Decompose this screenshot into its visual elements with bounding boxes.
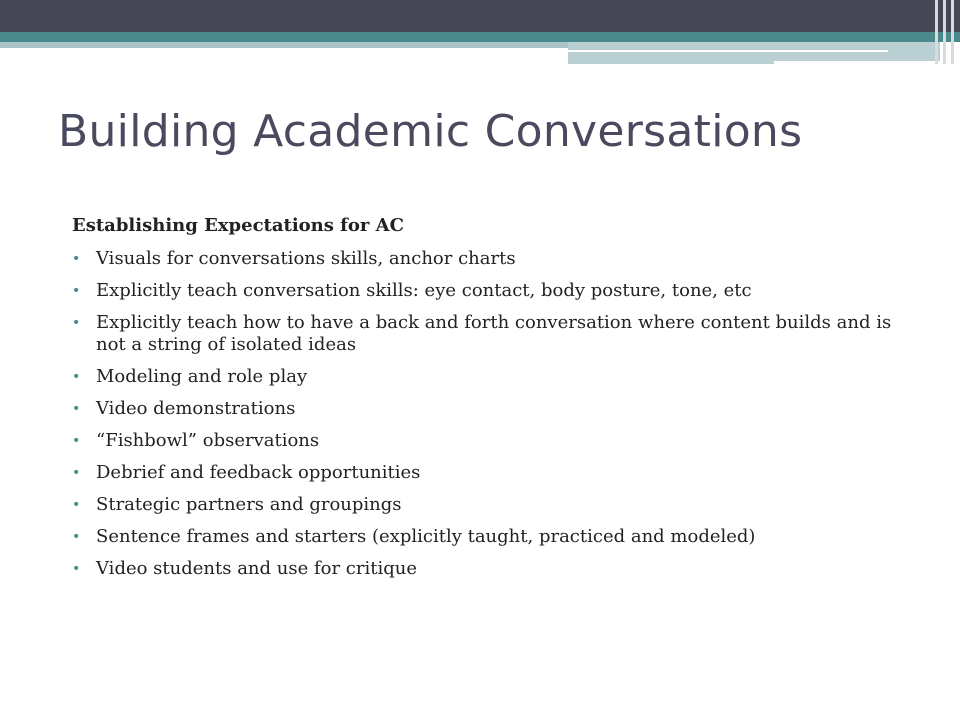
header-band-teal [0, 32, 960, 42]
bullet-item [72, 248, 892, 270]
slide-title: Building Academic Conversations [58, 106, 803, 157]
section-subheading: Establishing Expectations for AC [72, 215, 404, 236]
bullet-dot-icon: • [72, 561, 81, 577]
bullet-text: Sentence frames and starters (explicitly taught, practiced and modeled) [96, 526, 756, 547]
bullet-text: Strategic partners and groupings [96, 494, 402, 515]
bullet-dot-icon: • [72, 283, 81, 299]
bullet-text: Video demonstrations [96, 398, 296, 419]
bullet-text: Debrief and feedback opportunities [96, 462, 421, 483]
bullet-dot-icon: • [72, 497, 81, 513]
bullet-list [72, 248, 892, 580]
bullet-item [72, 312, 892, 356]
bullet-text: Explicitly teach conversation skills: eye contact, body posture, tone, etc [96, 280, 752, 301]
bullet-item [72, 494, 892, 516]
bullet-dot-icon: • [72, 369, 81, 385]
bullet-item [72, 558, 892, 580]
bullet-dot-icon: • [72, 315, 81, 331]
header-band-light-left [0, 42, 568, 48]
bullet-item [72, 398, 892, 420]
header-divider-line-lower [774, 61, 940, 64]
bullet-item [72, 430, 892, 452]
slide-body [72, 214, 892, 590]
header-stripes [930, 0, 960, 64]
bullet-text: Video students and use for critique [96, 558, 417, 579]
bullet-item [72, 280, 892, 302]
bullet-item [72, 526, 892, 548]
bullet-text: Visuals for conversations skills, anchor charts [96, 248, 516, 269]
bullet-text: “Fishbowl” observations [96, 430, 320, 451]
bullet-dot-icon: • [72, 251, 81, 267]
bullet-dot-icon: • [72, 465, 81, 481]
header-band-dark [0, 0, 960, 32]
bullet-item [72, 366, 892, 388]
bullet-dot-icon: • [72, 401, 81, 417]
bullet-item [72, 462, 892, 484]
header-divider-line [568, 50, 888, 52]
bullet-text: Explicitly teach how to have a back and forth conversation where content builds and is not a string of isolated ideas [96, 312, 892, 355]
bullet-text: Modeling and role play [96, 366, 308, 387]
bullet-dot-icon: • [72, 433, 81, 449]
bullet-dot-icon: • [72, 529, 81, 545]
